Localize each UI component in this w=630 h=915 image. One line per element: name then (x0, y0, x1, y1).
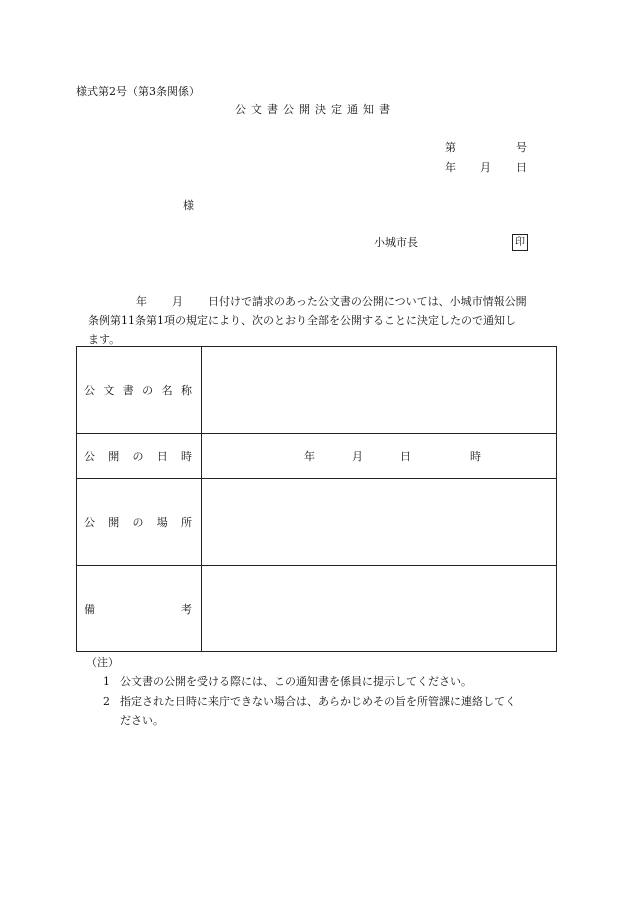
label-char: 日 (156, 450, 168, 463)
label-char: 公 (84, 450, 95, 463)
table-row-remarks (77, 566, 557, 652)
label-char: 開 (108, 516, 120, 529)
label-disclosure-place (77, 479, 202, 566)
label-char: 書 (122, 384, 134, 397)
notes-heading: （注） (86, 656, 119, 669)
value-remarks (202, 566, 557, 652)
date-year-label: 年 (445, 161, 456, 174)
note-2-text: 指定された日時に来庁できない場合は、あらかじめその旨を所管課に連絡してく (120, 695, 516, 708)
label-char: 文 (103, 384, 115, 397)
body-text-3: ます。 (88, 333, 121, 346)
label-char: 考 (181, 602, 192, 616)
label-char: 備 (84, 602, 95, 616)
sender-name: 小城市長 (374, 236, 418, 249)
date-day-label: 日 (516, 161, 527, 174)
datetime-hour-label: 時 (470, 450, 481, 463)
table-row-disclosure-place (77, 479, 557, 566)
label-remarks (77, 566, 202, 652)
label-document-name (77, 347, 202, 434)
note-1-text: 公文書の公開を受ける際には、この通知書を係員に提示してください。 (120, 675, 472, 688)
label-char: 開 (108, 450, 120, 463)
label-char: の (142, 384, 154, 397)
body-month-label: 月 (172, 295, 183, 308)
datetime-year-label: 年 (304, 450, 315, 463)
doc-number-suffix: 号 (516, 141, 527, 154)
table-row-disclosure-datetime (77, 434, 557, 479)
label-char: 場 (156, 516, 168, 529)
note-2-continuation: ださい。 (120, 714, 164, 727)
label-char: 称 (180, 384, 192, 397)
label-disclosure-datetime (77, 434, 202, 479)
body-text-1: 日付けで請求のあった公文書の公開については、小城市情報公開 (208, 295, 527, 308)
label-char: 時 (181, 450, 192, 463)
body-line-1 (88, 292, 558, 311)
value-document-name (202, 347, 557, 434)
addressee-honorific: 様 (183, 199, 194, 212)
datetime-month-label: 月 (352, 450, 363, 463)
notice-body (88, 292, 558, 349)
note-2-number: 2 (103, 695, 110, 708)
value-disclosure-place (202, 479, 557, 566)
body-year-label: 年 (136, 295, 147, 308)
label-char: 公 (84, 384, 95, 397)
label-char: 公 (84, 516, 95, 529)
body-text-2: 条例第11条第1項の規定により、次のとおり全部を公開することに決定したので通知し (88, 314, 516, 327)
note-1-number: 1 (103, 675, 110, 688)
datetime-day-label: 日 (400, 450, 411, 463)
form-number: 様式第2号（第3条関係） (76, 85, 200, 98)
date-month-label: 月 (480, 161, 491, 174)
label-char: 所 (181, 516, 192, 529)
doc-number-prefix: 第 (445, 141, 456, 154)
label-char: の (132, 450, 144, 463)
seal-stamp: 印 (512, 234, 528, 251)
label-char: の (132, 516, 144, 529)
table-row-document-name (77, 347, 557, 434)
value-disclosure-datetime (202, 434, 557, 479)
disclosure-table (76, 346, 557, 652)
document-title: 公文書公開決定通知書 (235, 103, 395, 116)
label-char: 名 (161, 384, 173, 397)
